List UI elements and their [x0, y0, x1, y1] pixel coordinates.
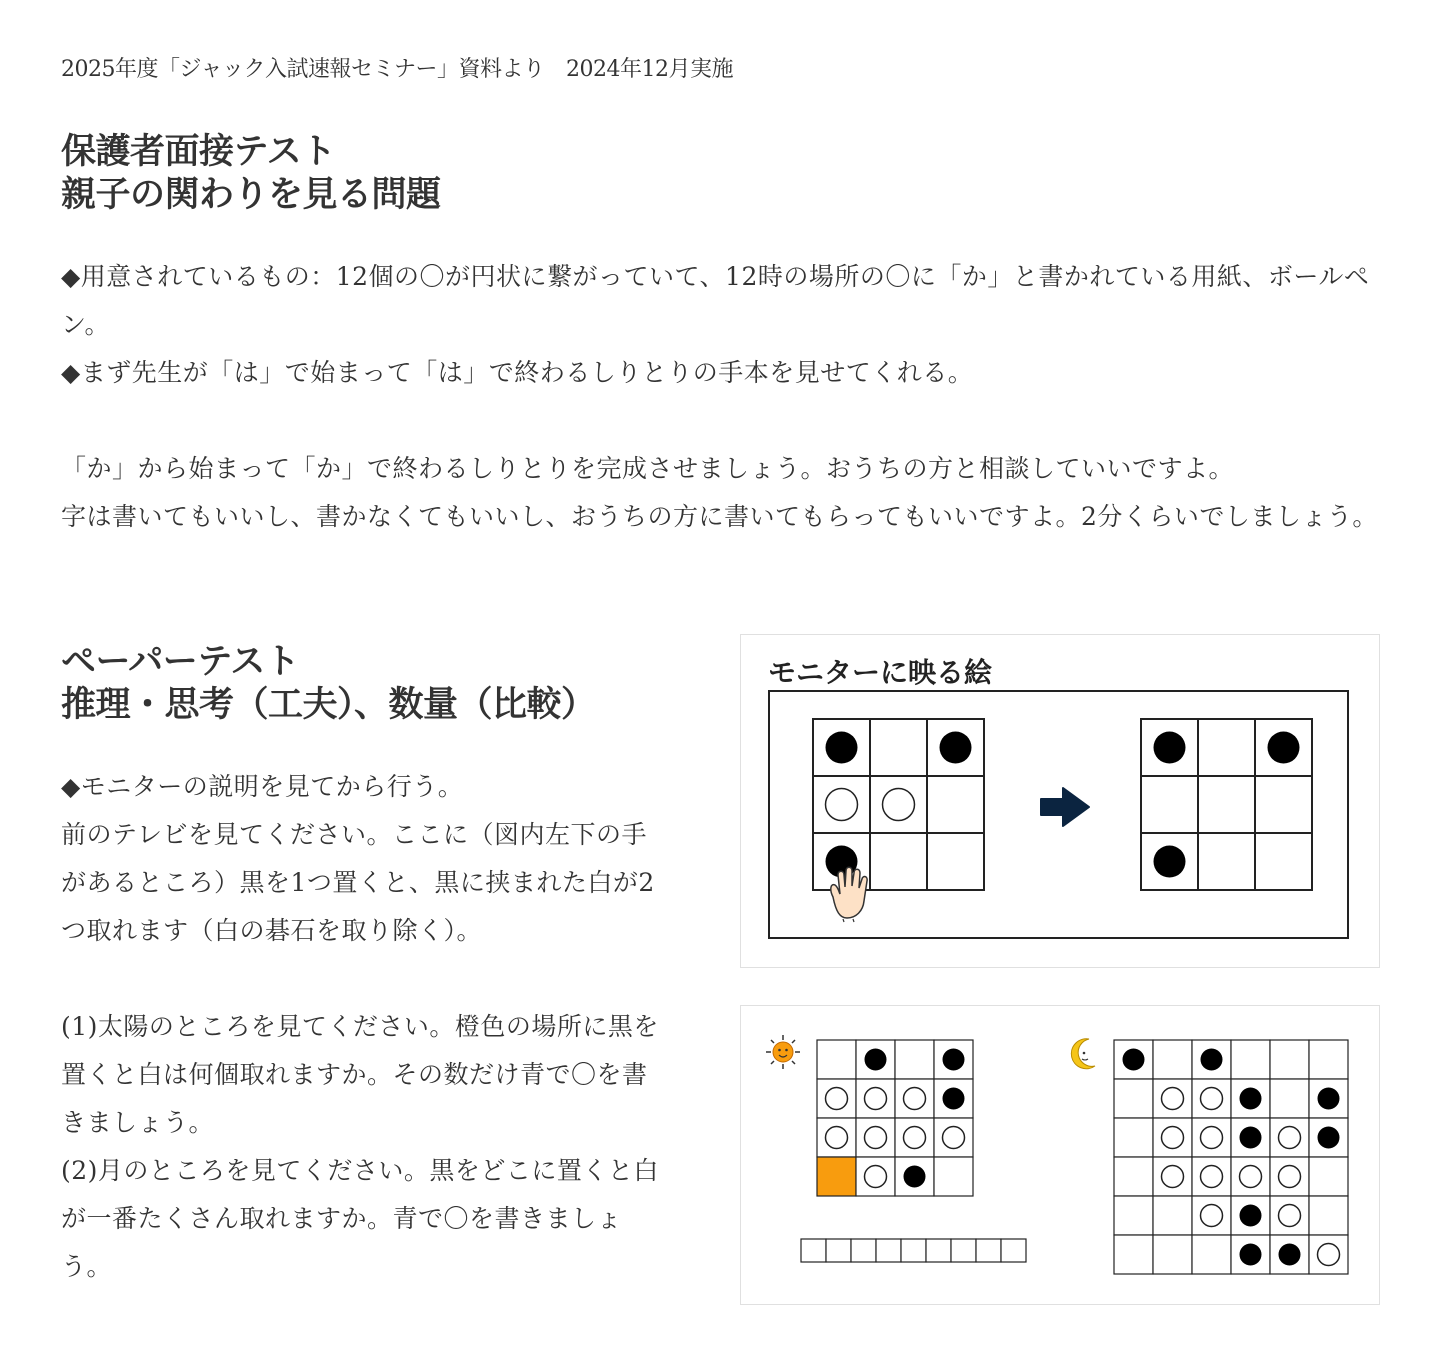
white-stone [826, 789, 858, 821]
answer-box [926, 1239, 951, 1262]
grid-cell [1114, 1118, 1153, 1157]
black-stone [1201, 1049, 1223, 1071]
paragraph: ◆用意されているもの：12個の〇が円状に繋がっていて、12時の場所の〇に「か」と書かれている用紙、ボールペン。 [61, 262, 1370, 339]
answer-box [826, 1239, 851, 1262]
section1-heading [61, 130, 441, 216]
black-stone [1318, 1127, 1340, 1149]
grid-cell [1153, 1040, 1192, 1079]
grid-cell [1141, 776, 1198, 833]
black-stone [1154, 846, 1186, 878]
paragraph-gap [61, 955, 659, 1003]
grid-cell [1255, 833, 1312, 890]
grid-cell [1309, 1040, 1348, 1079]
grid-cell [934, 1157, 973, 1196]
paragraph: 前のテレビを見てください。ここに（図内左下の手があるところ）黒を1つ置くと、黒に挟まれた白が2つ取れます（白の碁石を取り除く）。 [61, 820, 655, 945]
grid-cell [1255, 776, 1312, 833]
white-stone [883, 789, 915, 821]
after-grid [1141, 719, 1312, 890]
black-stone [940, 732, 972, 764]
grid-cell [1153, 1235, 1192, 1274]
white-stone [826, 1127, 848, 1149]
section1-subtitle-line: 親子の関わりを見る問題 [61, 174, 441, 215]
white-stone [1279, 1205, 1301, 1227]
grid-cell [1231, 1040, 1270, 1079]
white-stone [1279, 1127, 1301, 1149]
white-stone [1162, 1088, 1184, 1110]
grid-cell [1270, 1079, 1309, 1118]
grid-cell [1198, 719, 1255, 776]
white-stone [1162, 1127, 1184, 1149]
grid-cell [817, 1040, 856, 1079]
black-stone [1154, 732, 1186, 764]
section2-body [61, 763, 659, 1291]
white-stone [943, 1127, 965, 1149]
white-stone [865, 1166, 887, 1188]
source-note: 2025年度「ジャック入試速報セミナー」資料より 2024年12月実施 [61, 57, 734, 82]
black-stone [943, 1049, 965, 1071]
grid-cell [1114, 1079, 1153, 1118]
section2-title-line: ペーパーテスト [61, 641, 300, 682]
answer-box [976, 1239, 1001, 1262]
white-stone [1279, 1166, 1301, 1188]
problem-figure [740, 1005, 1380, 1305]
white-stone [1201, 1127, 1223, 1149]
white-stone [826, 1088, 848, 1110]
moon-grid [1114, 1040, 1348, 1274]
white-stone [1240, 1166, 1262, 1188]
black-stone [1279, 1244, 1301, 1266]
sun-grid [817, 1040, 973, 1196]
section2-heading [61, 640, 596, 726]
answer-boxes [801, 1239, 1026, 1262]
white-stone [1201, 1166, 1223, 1188]
answer-box [851, 1239, 876, 1262]
grid-cell [927, 833, 984, 890]
paragraph-gap [61, 397, 1381, 445]
answer-box [951, 1239, 976, 1262]
arrow-right-icon [1041, 788, 1089, 826]
paragraph: 字は書いてもいいし、書かなくてもいいし、おうちの方に書いてもらってもいいですよ。2分くらいでしましょう。 [61, 502, 1378, 531]
answer-box [1001, 1239, 1026, 1262]
paragraph: ◆モニターの説明を見てから行う。 [61, 772, 464, 801]
grid-cell [1198, 833, 1255, 890]
section2-subtitle-line: 推理・思考（工夫）、数量（比較） [61, 684, 596, 725]
grid-cell [927, 776, 984, 833]
white-stone [1318, 1244, 1340, 1266]
grid-cell [895, 1040, 934, 1079]
white-stone [865, 1127, 887, 1149]
sun-icon [766, 1035, 800, 1069]
paragraph: (1)太陽のところを見てください。橙色の場所に黒を置くと白は何個取れますか。その数だけ青で〇を書きましょう。 [61, 1012, 659, 1137]
monitor-figure [740, 634, 1380, 968]
moon-icon [1071, 1039, 1095, 1069]
white-stone [1162, 1166, 1184, 1188]
grid-cell [1309, 1196, 1348, 1235]
before-grid [813, 719, 984, 890]
black-stone [1240, 1205, 1262, 1227]
monitor-figure-title: モニターに映る絵 [768, 656, 993, 689]
answer-box [876, 1239, 901, 1262]
black-stone [1240, 1088, 1262, 1110]
black-stone [904, 1166, 926, 1188]
black-stone [1240, 1244, 1262, 1266]
grid-cell [1192, 1235, 1231, 1274]
grid-cell [1270, 1040, 1309, 1079]
grid-cell [1153, 1196, 1192, 1235]
grid-cell [1309, 1157, 1348, 1196]
section1-body [61, 253, 1381, 541]
answer-box [901, 1239, 926, 1262]
white-stone [904, 1127, 926, 1149]
black-stone [865, 1049, 887, 1071]
black-stone [1123, 1049, 1145, 1071]
paragraph: (2)月のところを見てください。黒をどこに置くと白が一番たくさん取れますか。青で〇を書きましょう。 [61, 1156, 659, 1281]
black-stone [1268, 732, 1300, 764]
grid-cell [1114, 1196, 1153, 1235]
paragraph: 「か」から始まって「か」で終わるしりとりを完成させましょう。おうちの方と相談していいですよ。 [61, 454, 1235, 483]
black-stone [1318, 1088, 1340, 1110]
black-stone [943, 1088, 965, 1110]
black-stone [826, 732, 858, 764]
grid-cell [870, 833, 927, 890]
paragraph: ◆まず先生が「は」で始まって「は」で終わるしりとりの手本を見せてくれる。 [61, 358, 974, 387]
white-stone [1201, 1205, 1223, 1227]
grid-cell [870, 719, 927, 776]
white-stone [865, 1088, 887, 1110]
answer-box [801, 1239, 826, 1262]
grid-cell [1114, 1157, 1153, 1196]
black-stone [1240, 1127, 1262, 1149]
highlight-cell [817, 1157, 856, 1196]
white-stone [1201, 1088, 1223, 1110]
grid-cell [1198, 776, 1255, 833]
section1-title-line: 保護者面接テスト [61, 131, 336, 172]
problem-figure-svg [741, 1006, 1379, 1304]
monitor-figure-svg [741, 635, 1379, 967]
white-stone [904, 1088, 926, 1110]
grid-cell [1114, 1235, 1153, 1274]
